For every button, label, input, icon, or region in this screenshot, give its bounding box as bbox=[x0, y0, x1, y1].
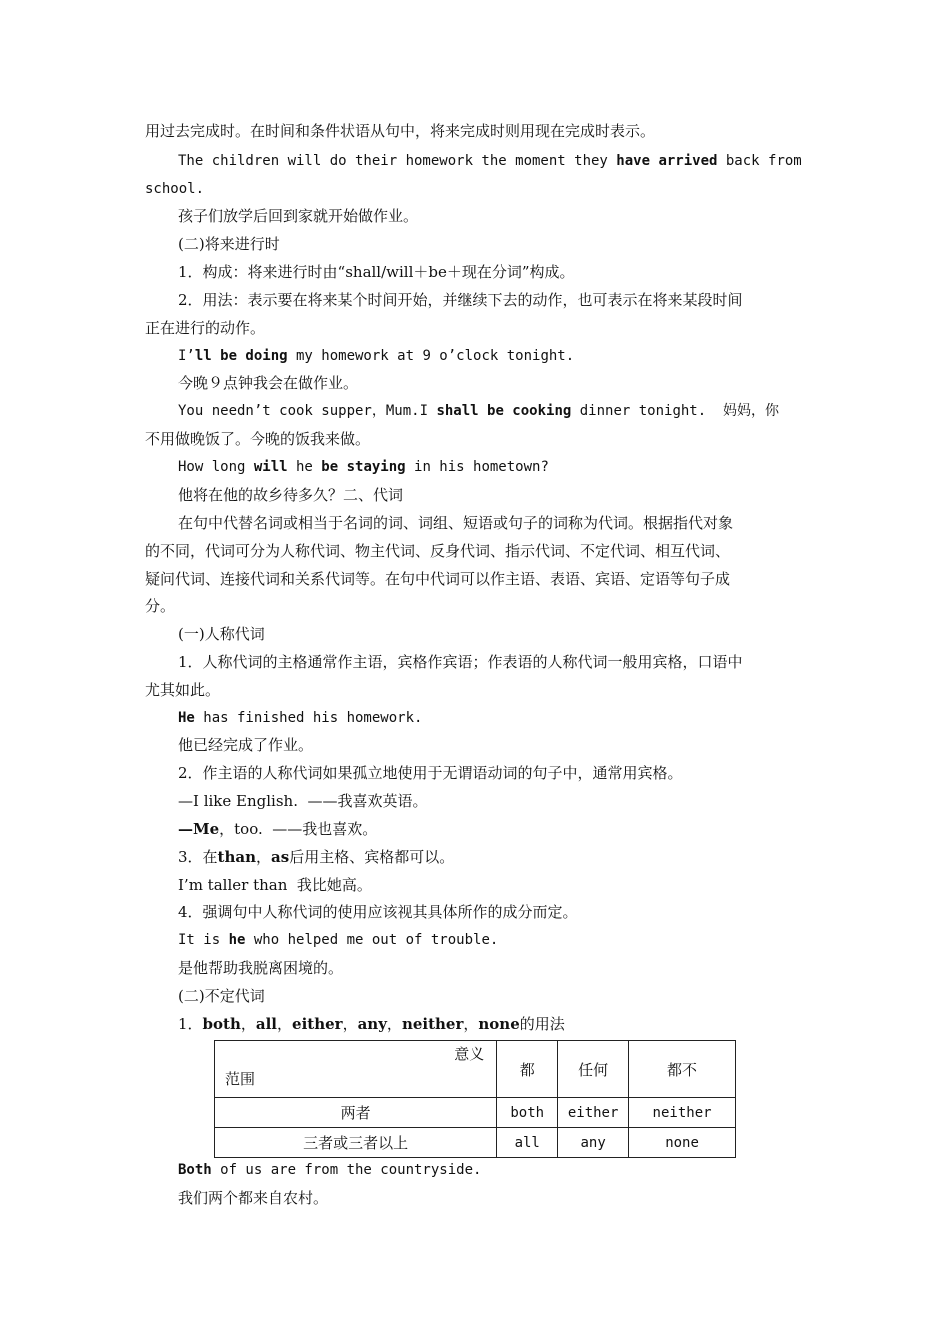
translation-line: 他将在他的故乡待多久？二、代词 bbox=[178, 486, 404, 504]
table-cell: neither bbox=[629, 1098, 736, 1128]
highlight-verb: ll be doing bbox=[194, 348, 288, 364]
highlight-word: either bbox=[292, 1015, 343, 1033]
text-run: he bbox=[287, 459, 322, 475]
example-sentence bbox=[178, 930, 498, 950]
paragraph-line: 在句中代替名词或相当于名词的词、词组、短语或句子的词称为代词。根据指代对象 bbox=[178, 514, 734, 532]
column-header: 都不 bbox=[629, 1041, 736, 1098]
example-sentence-cont: school. bbox=[145, 181, 205, 197]
rule-line bbox=[178, 1014, 565, 1034]
corner-label-meaning: 意义 bbox=[454, 1045, 485, 1063]
corner-label-scope: 范围 bbox=[225, 1070, 256, 1088]
text-run: my homework at 9 o’clock tonight. bbox=[287, 348, 575, 364]
example-sentence bbox=[178, 457, 549, 477]
text-run: I’ bbox=[178, 348, 195, 364]
highlight-verb: have arrived bbox=[616, 153, 718, 169]
table-cell: any bbox=[558, 1128, 629, 1158]
table-row bbox=[215, 1098, 736, 1128]
text-run: ， bbox=[463, 1015, 479, 1033]
highlight-word: neither bbox=[401, 1015, 464, 1033]
highlight-word: than bbox=[217, 848, 257, 866]
example-sentence bbox=[178, 346, 574, 366]
table-cell: both bbox=[497, 1098, 558, 1128]
rule-line: 1．构成：将来进行时由“shall/will＋be＋现在分词”构成。 bbox=[178, 263, 575, 281]
text-run: 3．在 bbox=[178, 848, 218, 866]
translation-line: 孩子们放学后回到家就开始做作业。 bbox=[178, 207, 419, 225]
text-run: It is bbox=[178, 932, 229, 948]
translation-line: 不用做晚饭了。今晚的饭我来做。 bbox=[145, 430, 371, 448]
highlight-word: both bbox=[202, 1015, 241, 1033]
table-cell: none bbox=[629, 1128, 736, 1158]
highlight-word: any bbox=[357, 1015, 387, 1033]
text-run: ， bbox=[342, 1015, 358, 1033]
row-label: 两者 bbox=[215, 1098, 497, 1128]
paragraph-line: 用过去完成时。在时间和条件状语从句中，将来完成时则用现在完成时表示。 bbox=[145, 122, 656, 140]
text-run: ， bbox=[386, 1015, 402, 1033]
table-corner-cell bbox=[215, 1041, 497, 1098]
pronoun-usage-table bbox=[214, 1040, 736, 1158]
text-run: ，too. ——我也喜欢。 bbox=[219, 820, 378, 838]
highlight-verb: shall be cooking bbox=[436, 403, 572, 419]
rule-line bbox=[178, 847, 454, 867]
text-run: The children will do their homework the moment they bbox=[178, 153, 617, 169]
highlight-pronoun: he bbox=[228, 932, 246, 948]
section-heading: (二)将来进行时 bbox=[178, 235, 280, 253]
text-run: ， bbox=[277, 1015, 293, 1033]
text-run: 1． bbox=[178, 1015, 203, 1033]
rule-line: 2．作主语的人称代词如果孤立地使用于无谓语动词的句子中，通常用宾格。 bbox=[178, 764, 683, 782]
column-header: 都 bbox=[497, 1041, 558, 1098]
paragraph-line: 分。 bbox=[145, 597, 176, 615]
text-run: 后用主格、宾格都可以。 bbox=[289, 848, 455, 866]
rule-line: 2．用法：表示要在将来某个时间开始，并继续下去的动作，也可表示在将来某段时间 bbox=[178, 291, 743, 309]
paragraph-line: 疑问代词、连接代词和关系代词等。在句中代词可以作主语、表语、宾语、定语等句子成 bbox=[145, 570, 731, 588]
text-run: dinner tonight. 妈妈，你 bbox=[571, 403, 780, 419]
example-sentence bbox=[178, 151, 802, 171]
rule-line: 1．人称代词的主格通常作主语，宾格作宾语；作表语的人称代词一般用宾格，口语中 bbox=[178, 653, 743, 671]
text-run: has finished his homework. bbox=[194, 710, 423, 726]
text-run: who helped me out of trouble. bbox=[245, 932, 499, 948]
column-header: 任何 bbox=[558, 1041, 629, 1098]
highlight-verb: be staying bbox=[321, 459, 406, 475]
highlight-word: none bbox=[478, 1015, 520, 1033]
example-sentence bbox=[178, 1160, 481, 1180]
text-run: in his hometown? bbox=[405, 459, 549, 475]
text-run: ， bbox=[256, 848, 272, 866]
highlight-word: Both bbox=[178, 1162, 212, 1178]
table-cell: either bbox=[558, 1098, 629, 1128]
rule-line-cont: 正在进行的动作。 bbox=[145, 319, 266, 337]
rule-line-cont: 尤其如此。 bbox=[145, 681, 221, 699]
highlight-word: as bbox=[271, 848, 290, 866]
row-label: 三者或三者以上 bbox=[215, 1128, 497, 1158]
text-run: ， bbox=[240, 1015, 256, 1033]
text-run: How long bbox=[178, 459, 254, 475]
example-sentence: I’m taller than 我比她高。 bbox=[178, 876, 372, 894]
text-run: 的用法 bbox=[519, 1015, 565, 1033]
table-cell: all bbox=[497, 1128, 558, 1158]
text-run: back from bbox=[717, 153, 802, 169]
table-header-row bbox=[215, 1041, 736, 1098]
translation-line: 是他帮助我脱离困境的。 bbox=[178, 959, 344, 977]
highlight-pronoun: He bbox=[178, 710, 195, 726]
section-heading: (二)不定代词 bbox=[178, 987, 265, 1005]
example-sentence bbox=[178, 401, 779, 421]
translation-line: 他已经完成了作业。 bbox=[178, 736, 314, 754]
text-run: of us are from the countryside. bbox=[211, 1162, 482, 1178]
table-row bbox=[215, 1128, 736, 1158]
text-run: You needn’t cook supper，Mum.I bbox=[178, 403, 437, 419]
translation-line: 我们两个都来自农村。 bbox=[178, 1189, 329, 1207]
section-heading: (一)人称代词 bbox=[178, 625, 265, 643]
highlight-pronoun: —Me bbox=[178, 820, 220, 838]
highlight-word: all bbox=[255, 1015, 278, 1033]
example-sentence bbox=[178, 708, 422, 728]
rule-line: 4．强调句中人称代词的使用应该视其具体所作的成分而定。 bbox=[178, 903, 578, 921]
dialogue-line: —I like English. ——我喜欢英语。 bbox=[178, 792, 428, 810]
highlight-verb: will bbox=[253, 459, 288, 475]
translation-line: 今晚９点钟我会在做作业。 bbox=[178, 374, 359, 392]
dialogue-line bbox=[178, 819, 377, 839]
paragraph-line: 的不同，代词可分为人称代词、物主代词、反身代词、指示代词、不定代词、相互代词、 bbox=[145, 542, 731, 560]
